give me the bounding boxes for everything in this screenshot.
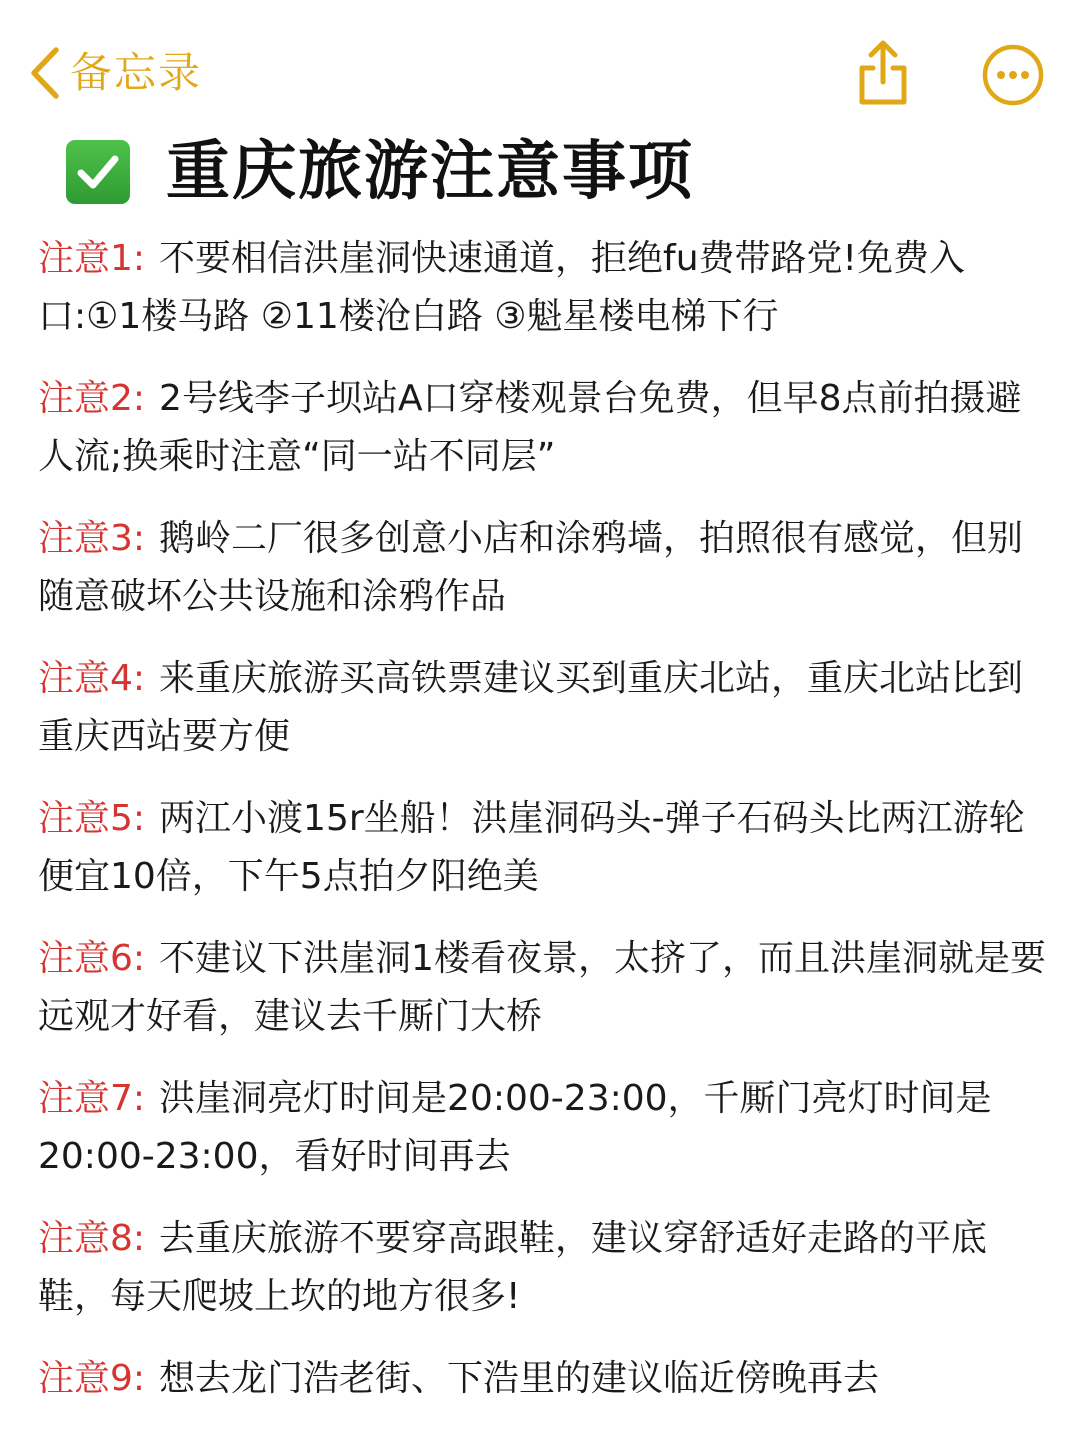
note-colon: :: [132, 378, 146, 419]
note-text: 来重庆旅游买高铁票建议买到重庆北站，重庆北站比到重庆西站要方便: [38, 658, 1024, 757]
note-label: 注意9: [38, 1358, 133, 1399]
note-text: 2号线李子坝站A口穿楼观景台免费，但早8点前拍摄避人流;换乘时注意“同一站不同层”: [38, 378, 1022, 477]
back-label: 备忘录: [70, 48, 203, 97]
note-colon: :: [132, 518, 146, 559]
note-item: [38, 650, 1048, 766]
note-text: 想去龙门浩老街、下浩里的建议临近傍晚再去: [159, 1358, 880, 1399]
note-text: 鹅岭二厂很多创意小店和涂鸦墙，拍照很有感觉，但别随意破坏公共设施和涂鸦作品: [38, 518, 1024, 617]
note-colon: :: [132, 238, 146, 279]
note-colon: :: [132, 938, 146, 979]
note-colon: :: [132, 798, 146, 839]
note-item: [38, 790, 1048, 906]
note-label: 注意3: [38, 518, 133, 559]
chevron-left-icon: [28, 46, 62, 100]
back-button[interactable]: [28, 40, 202, 106]
more-icon: [980, 42, 1046, 108]
navigation-bar: [0, 0, 1080, 130]
share-icon: [852, 38, 914, 108]
note-item: [38, 230, 1048, 346]
note-label: 注意6: [38, 938, 133, 979]
note-label: 注意4: [38, 658, 133, 699]
note-colon: :: [132, 1078, 146, 1119]
note-text: 两江小渡15r坐船！洪崖洞码头-弹子石码头比两江游轮便宜10倍，下午5点拍夕阳绝美: [38, 798, 1025, 897]
note-label: 注意8: [38, 1218, 133, 1259]
note-label: 注意2: [38, 378, 133, 419]
check-mark-icon: [66, 140, 130, 204]
note-body[interactable]: [38, 230, 1048, 1432]
note-title: 重庆旅游注意事项: [166, 135, 694, 209]
note-item: [38, 370, 1048, 486]
note-label: 注意7: [38, 1078, 133, 1119]
note-item: [38, 1210, 1048, 1326]
more-button[interactable]: [980, 42, 1046, 108]
share-button[interactable]: [852, 38, 914, 108]
note-item: [38, 510, 1048, 626]
note-item: [38, 1070, 1048, 1186]
note-label: 注意5: [38, 798, 133, 839]
note-text: 洪崖洞亮灯时间是20:00-23:00，千厮门亮灯时间是20:00-23:00，看好时间再去: [38, 1078, 992, 1177]
note-text: 不建议下洪崖洞1楼看夜景，太挤了，而且洪崖洞就是要远观才好看，建议去千厮门大桥: [38, 938, 1046, 1037]
note-label: 注意1: [38, 238, 133, 279]
note-colon: :: [132, 658, 146, 699]
note-text: 去重庆旅游不要穿高跟鞋，建议穿舒适好走路的平底鞋，每天爬坡上坎的地方很多!: [38, 1218, 988, 1317]
note-colon: :: [132, 1218, 146, 1259]
note-text: 不要相信洪崖洞快速通道，拒绝fu费带路党!免费入口:①1楼马路 ②11楼沧白路 ③魁星楼电梯下行: [38, 238, 965, 337]
note-title-row: [66, 132, 694, 212]
note-item: [38, 930, 1048, 1046]
note-colon: :: [132, 1358, 146, 1399]
note-item: [38, 1350, 1048, 1408]
